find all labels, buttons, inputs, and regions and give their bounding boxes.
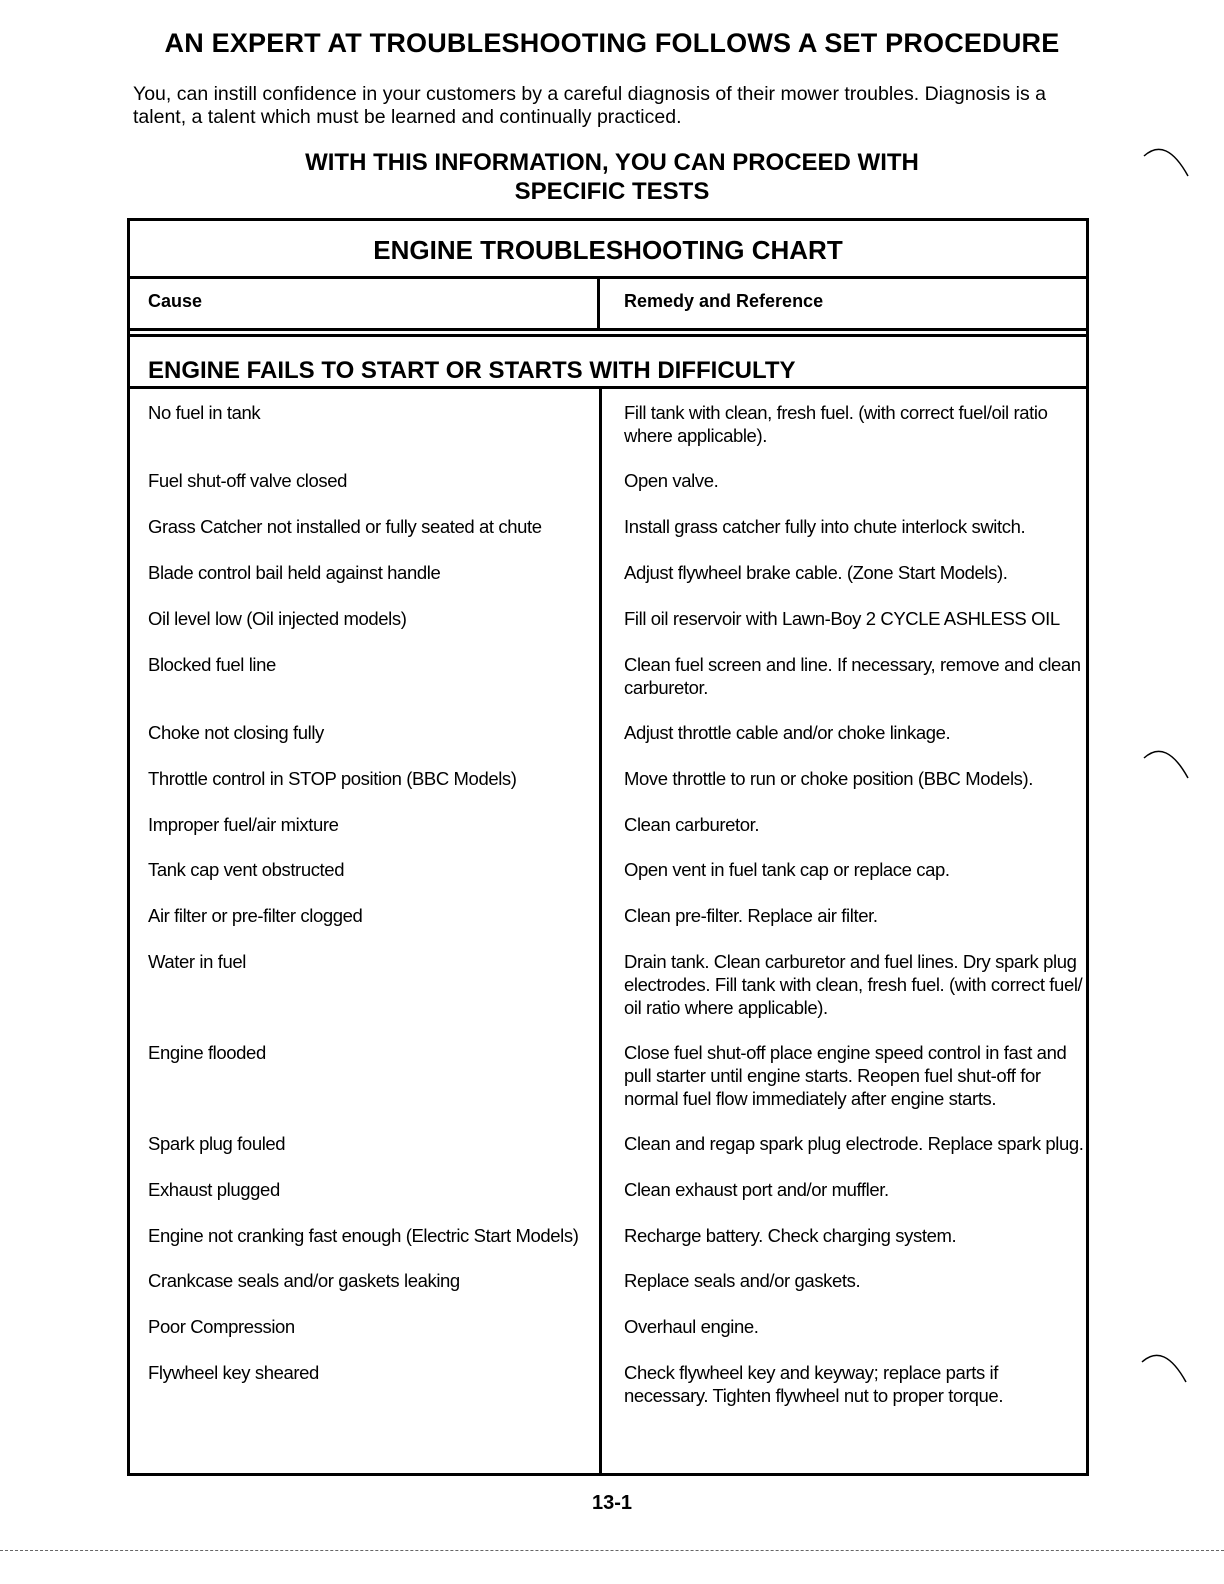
remedy-cell: Clean pre-filter. Replace air filter. — [624, 905, 878, 926]
chart-title: ENGINE TROUBLESHOOTING CHART — [130, 221, 1086, 279]
intro-paragraph: You, can instill confidence in your customers by a careful diagnosis of their mower troubles. Diagnosis is a talent, a talent which must be learned and continually practiced. — [133, 83, 1046, 128]
cause-cell: Grass Catcher not installed or fully seated at chute — [148, 516, 542, 537]
column-divider — [599, 386, 602, 1476]
remedy-cell: Clean carburetor. — [624, 814, 760, 835]
cause-cell: Poor Compression — [148, 1316, 295, 1337]
remedy-cell: Clean fuel screen and line. If necessary, remove and clean carburetor. — [624, 654, 1081, 698]
remedy-cell: Overhaul engine. — [624, 1316, 759, 1337]
remedy-cell: Install grass catcher fully into chute interlock switch. — [624, 516, 1026, 537]
cause-cell: Engine flooded — [148, 1042, 266, 1063]
remedy-cell: Close fuel shut-off place engine speed control in fast and pull starter until engine starts. Reopen fuel shut-off for normal fuel flow immediately after engine starts. — [624, 1042, 1067, 1109]
column-header-remedy: Remedy and Reference — [600, 279, 1086, 331]
remedy-cell: Drain tank. Clean carburetor and fuel lines. Dry spark plug electrodes. Fill tank with clean, fresh fuel. (with correct fuel/ oil ratio where applicable). — [624, 951, 1083, 1018]
cause-cell: Blade control bail held against handle — [148, 562, 441, 583]
cause-cell: Air filter or pre-filter clogged — [148, 905, 363, 926]
remedy-cell: Clean and regap spark plug electrode. Replace spark plug. — [624, 1133, 1084, 1154]
remedy-cell: Open valve. — [624, 470, 719, 491]
binder-hole-arc — [1140, 1348, 1188, 1388]
bottom-edge-line — [0, 1550, 1224, 1552]
cause-cell: Crankcase seals and/or gaskets leaking — [148, 1270, 460, 1291]
cause-cell: Tank cap vent obstructed — [148, 859, 345, 880]
remedy-cell: Adjust flywheel brake cable. (Zone Start Models). — [624, 562, 1008, 583]
cause-cell: Flywheel key sheared — [148, 1362, 319, 1383]
cause-cell: Water in fuel — [148, 951, 246, 972]
column-header-cause: Cause — [130, 279, 600, 331]
page-title: AN EXPERT AT TROUBLESHOOTING FOLLOWS A SET PROCEDURE — [164, 28, 1060, 58]
cause-cell: Fuel shut-off valve closed — [148, 470, 348, 491]
subtitle-line-1: WITH THIS INFORMATION, YOU CAN PROCEED WITH — [305, 149, 919, 176]
cause-cell: Spark plug fouled — [148, 1133, 286, 1154]
cause-cell: Choke not closing fully — [148, 722, 324, 743]
cause-cell: Blocked fuel line — [148, 654, 276, 675]
binder-hole-arc — [1142, 142, 1190, 182]
cause-cell: Improper fuel/air mixture — [148, 814, 339, 835]
binder-hole-arc — [1142, 744, 1190, 784]
remedy-cell: Move throttle to run or choke position (BBC Models). — [624, 768, 1034, 789]
remedy-cell: Clean exhaust port and/or muffler. — [624, 1179, 889, 1200]
remedy-cell: Replace seals and/or gaskets. — [624, 1270, 861, 1291]
cause-cell: Exhaust plugged — [148, 1179, 280, 1200]
remedy-cell: Adjust throttle cable and/or choke linkage. — [624, 722, 951, 743]
remedy-cell: Fill tank with clean, fresh fuel. (with correct fuel/oil ratio where applicable). — [624, 402, 1048, 446]
troubleshooting-chart — [127, 218, 1089, 1476]
remedy-cell: Fill oil reservoir with Lawn-Boy 2 CYCLE ASHLESS OIL — [624, 608, 1060, 629]
cause-cell: Oil level low (Oil injected models) — [148, 608, 407, 629]
section-title: ENGINE FAILS TO START OR STARTS WITH DIFFICULTY — [130, 334, 1086, 389]
cause-cell: Engine not cranking fast enough (Electric Start Models) — [148, 1225, 579, 1246]
page-number: 13-1 — [591, 1492, 633, 1514]
remedy-cell: Open vent in fuel tank cap or replace cap. — [624, 859, 950, 880]
subtitle — [0, 148, 1224, 206]
subtitle-line-2: SPECIFIC TESTS — [514, 178, 710, 205]
remedy-cell: Recharge battery. Check charging system. — [624, 1225, 957, 1246]
remedy-cell: Check flywheel key and keyway; replace parts if necessary. Tighten flywheel nut to proper torque. — [624, 1362, 1004, 1406]
cause-cell: Throttle control in STOP position (BBC Models) — [148, 768, 517, 789]
cause-cell: No fuel in tank — [148, 402, 261, 423]
